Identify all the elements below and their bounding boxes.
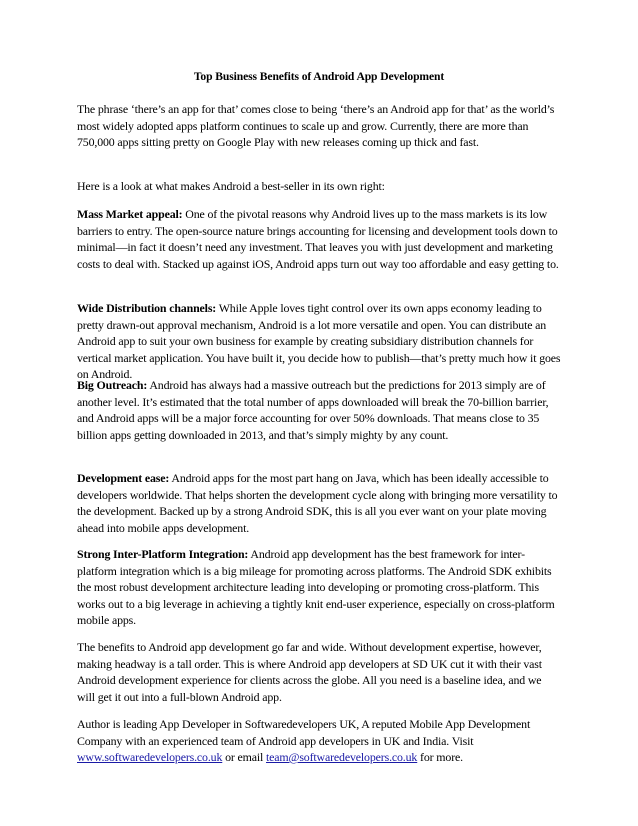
lead-in-paragraph: Here is a look at what makes Android a best-seller in its own right: (77, 179, 385, 193)
section-body: Android apps for the most part hang on Java, which has been ideally accessible to developers worldwide. That helps shorten the development cycle along with bringing more versatility to the development. Backed up by a strong Android SDK, this is all you ever want on your plate moving ahead into mobile apps development. (77, 471, 558, 535)
section-body: Android app development has the best framework for inter-platform integration which is a big mileage for promoting across platforms. The Android SDK exhibits the most robust development architecture leading into developing or promoting cross-platform. This works out to a big leverage in achieving a tightly knit end-user experience, especially on cross-platform mobile apps. (77, 547, 555, 627)
intro-paragraph: The phrase ‘there’s an app for that’ comes close to being ‘there’s an Android app for that’ as the world’s most widely adopted apps platform continues to scale up and grow. Currently, there are more than 750,000 apps sitting pretty on Google Play with new releases coming up thick and fast. (77, 102, 555, 149)
website-link[interactable]: www.softwaredevelopers.co.uk (77, 750, 223, 764)
author-paragraph (77, 716, 561, 766)
section-body: One of the pivotal reasons why Android lives up to the mass markets is its low barriers to entry. The open-source nature brings accounting for licensing and development tools down to minimal—in fact it doesn’t need any investment. That leaves you with just development and marketing costs to deal with. Stacked up against iOS, Android apps turn out way too affordable and easy getting to. (77, 207, 559, 271)
section-wide-distribution (77, 300, 561, 383)
section-heading: Big Outreach: (77, 378, 148, 392)
document-title: Top Business Benefits of Android App Development (193, 70, 445, 83)
section-heading: Strong Inter-Platform Integration: (77, 547, 249, 561)
section-body: Android has always had a massive outreach but the predictions for 2013 simply are of another level. It’s estimated that the total number of apps downloaded will break the 70-billion barrier, and Android apps will be a major force accounting for over 50% downloads. That means close to 35 billion apps getting downloaded in 2013, and that’s simply mighty by any count. (77, 378, 549, 442)
section-mass-market (77, 206, 561, 272)
section-heading: Mass Market appeal: (77, 207, 183, 221)
author-connector: or email (222, 750, 267, 764)
section-big-outreach (77, 377, 561, 443)
author-closing: for more. (417, 750, 463, 764)
email-link[interactable]: team@softwaredevelopers.co.uk (266, 750, 418, 764)
section-inter-platform (77, 546, 561, 629)
section-body: While Apple loves tight control over its own apps economy leading to pretty drawn-out approval mechanism, Android is a lot more versatile and open. You can distribute an Android app to suit your own business for example by creating subsidiary distribution channels for vertical market application. You have built it, you decide how to publish—that’s pretty much how it goes on Android. (77, 301, 561, 381)
section-development-ease (77, 470, 561, 536)
section-heading: Development ease: (77, 471, 170, 485)
section-heading: Wide Distribution channels: (77, 301, 217, 315)
conclusion-paragraph: The benefits to Android app development go far and wide. Without development expertise, however, making headway is a tall order. This is where Android app developers at SD UK cut it with their vast Android development experience for clients across the globe. All you need is a baseline idea, and we will get it out into a full-blown Android app. (77, 640, 542, 704)
author-text: Author is leading App Developer in Softwaredevelopers UK, A reputed Mobile App Development Company with an experienced team of Android app developers in UK and India. Visit (77, 717, 531, 748)
